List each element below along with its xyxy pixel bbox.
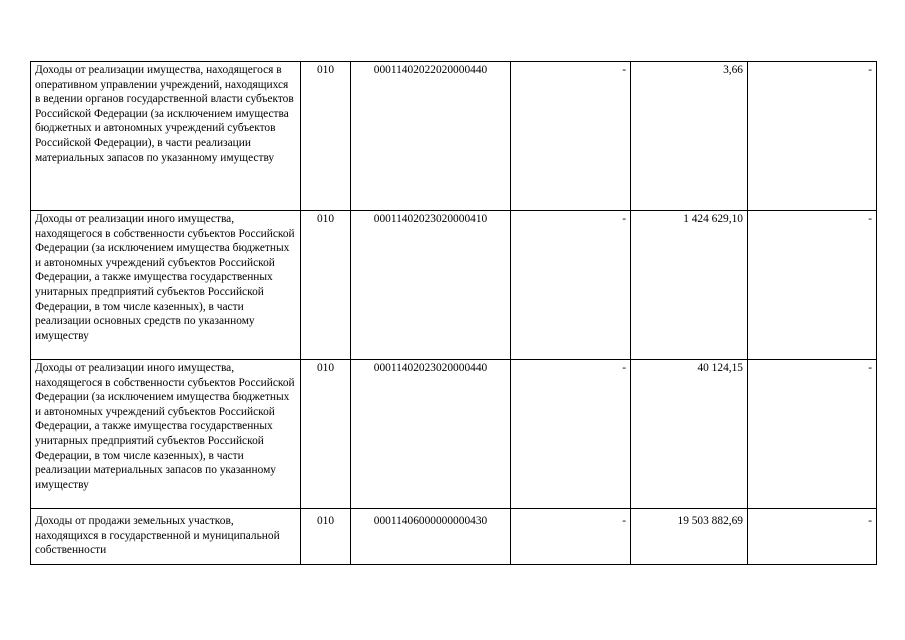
- unexecuted-amount-cell: -: [748, 509, 877, 565]
- executed-amount-cell: 1 424 629,10: [631, 211, 748, 360]
- executed-amount-cell: 3,66: [631, 62, 748, 211]
- table-row: [31, 509, 877, 565]
- approved-amount-cell: -: [511, 211, 631, 360]
- income-description-cell: Доходы от реализации имущества, находящегося в оперативном управлении учреждений, находящихся в ведении органов государственной власти субъектов Российской Федерации (за исключением имущества бюджетных и автономных учреждений субъектов Российской Федерации), в части реализации материальных запасов по указанному имуществу: [31, 62, 301, 211]
- line-code-cell: 010: [301, 211, 351, 360]
- executed-amount-cell: 19 503 882,69: [631, 509, 748, 565]
- approved-amount-cell: -: [511, 509, 631, 565]
- line-code-cell: 010: [301, 509, 351, 565]
- income-code-cell: 00011402023020000410: [351, 211, 511, 360]
- approved-amount-cell: -: [511, 360, 631, 509]
- unexecuted-amount-cell: -: [748, 62, 877, 211]
- table-row: [31, 62, 877, 211]
- income-description-cell: Доходы от реализации иного имущества, находящегося в собственности субъектов Российской Федерации (за исключением имущества бюджетных и автономных учреждений субъектов Российской Федерации, а также имущества государственных унитарных предприятий субъектов Российской Федерации, в том числе казенных), в части реализации основных средств по указанному имуществу: [31, 211, 301, 360]
- income-description-cell: Доходы от реализации иного имущества, находящегося в собственности субъектов Российской Федерации (за исключением имущества бюджетных и автономных учреждений субъектов Российской Федерации, а также имущества государственных унитарных предприятий субъектов Российской Федерации, в том числе казенных), в части реализации материальных запасов по указанному имуществу: [31, 360, 301, 509]
- table-row: [31, 360, 877, 509]
- line-code-cell: 010: [301, 360, 351, 509]
- income-description-cell: Доходы от продажи земельных участков, находящихся в государственной и муниципальной собственности: [31, 509, 301, 565]
- executed-amount-cell: 40 124,15: [631, 360, 748, 509]
- approved-amount-cell: -: [511, 62, 631, 211]
- income-code-cell: 00011402023020000440: [351, 360, 511, 509]
- unexecuted-amount-cell: -: [748, 211, 877, 360]
- line-code-cell: 010: [301, 62, 351, 211]
- table-row: [31, 211, 877, 360]
- income-code-cell: 00011402022020000440: [351, 62, 511, 211]
- income-report-table: [30, 61, 877, 565]
- unexecuted-amount-cell: -: [748, 360, 877, 509]
- income-code-cell: 00011406000000000430: [351, 509, 511, 565]
